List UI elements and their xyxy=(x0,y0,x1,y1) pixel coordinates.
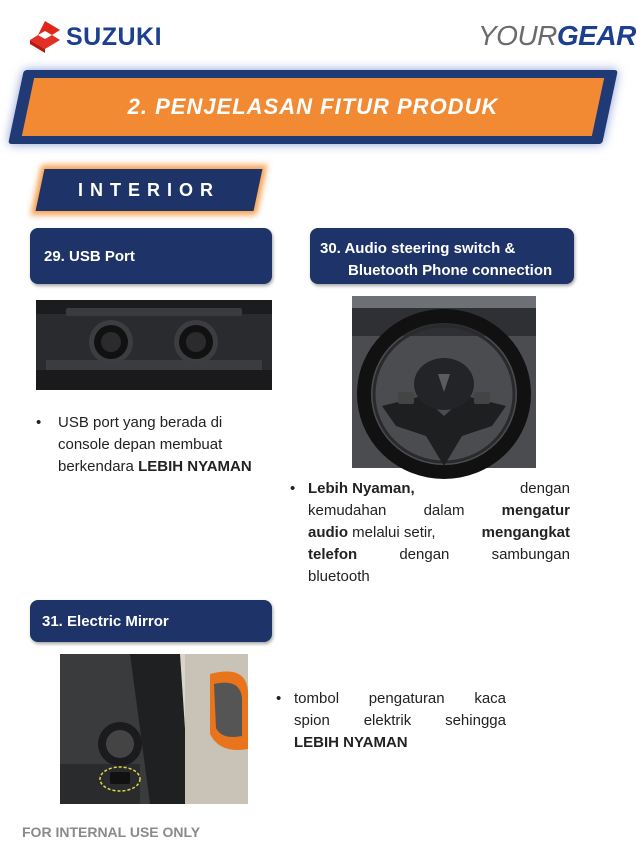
bullet-icon: • xyxy=(36,414,42,431)
usb-port-photo xyxy=(36,300,272,390)
suzuki-logo xyxy=(30,20,162,54)
feature-31-description: • tombol pengaturan kaca spion elektrik sehingga LEBIH NYAMAN xyxy=(276,690,506,751)
steering-wheel-photo xyxy=(352,296,536,468)
section-label: INTERIOR xyxy=(77,179,220,200)
suzuki-s-icon xyxy=(30,21,60,53)
feature-29-description: • USB port yang berada di console depan membuat berkendara LEBIH NYAMAN xyxy=(36,414,252,475)
feature-30-description: • Lebih Nyaman, dengan kemudahan dalam mengatur audio melalui setir, mengangkat telefon dengan sambungan bluetooth xyxy=(290,480,570,585)
electric-mirror-photo xyxy=(60,654,248,804)
bullet-icon: • xyxy=(276,690,282,707)
feature-30-heading: 30. Audio steering switch & Bluetooth Phone connection xyxy=(310,228,574,284)
feature-31-heading: 31. Electric Mirror xyxy=(30,600,272,642)
footer-note: FOR INTERNAL USE ONLY xyxy=(22,824,201,840)
page-title: 2. PENJELASAN FITUR PRODUK xyxy=(127,94,499,119)
brand-name: SUZUKI xyxy=(66,22,163,51)
bullet-icon: • xyxy=(290,480,296,497)
your-gear-tagline: YOURGEAR xyxy=(478,20,636,51)
feature-29-heading: 29. USB Port xyxy=(30,228,272,284)
